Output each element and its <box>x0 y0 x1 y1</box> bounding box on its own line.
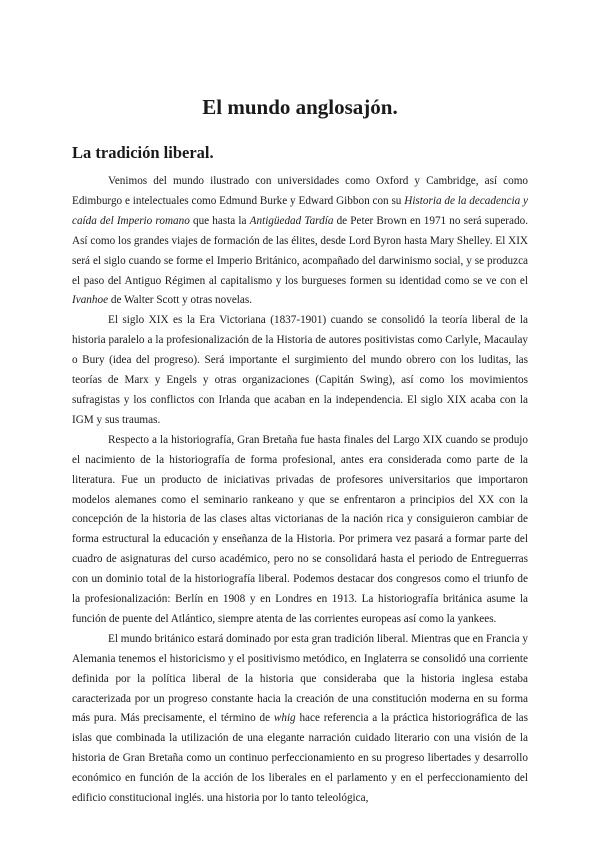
italic-title-run: whig <box>273 712 296 725</box>
paragraph-3 <box>72 431 528 630</box>
paragraph-1 <box>72 172 528 311</box>
text-run: El siglo XIX es la Era Victoriana (1837-1901) cuando se consolidó la teoría liberal de la historia paralelo a la profesionalización de la Historia de autores positivistas como Carlyle, Macaulay o Bury (idea del progreso). Será importante el surgimiento del mundo obrero con los luditas, las teorías de Marx y Engels y otras organizaciones (Capitán Swing), así como los movimientos sufragistas y los conflictos con Irlanda que acaban en la independencia. El siglo XIX acaba con la IGM y sus traumas. <box>72 314 528 426</box>
text-run: de Peter Brown en 1971 no será superado. Así como los grandes viajes de formación de las élites, desde Lord Byron hasta Mary Shelley. El XIX será el siglo cuando se forme el Imperio Británico, acompañado del darwinismo social, y se produzca el paso del Antiguo Régimen al capitalismo y los burgueses formen su identidad como se ve con el <box>72 214 528 287</box>
text-run: Respecto a la historiografía, Gran Bretaña fue hasta finales del Largo XIX cuando se produjo el nacimiento de la historiografía de forma profesional, antes era considerada como parte de la literatura. Fue un producto de iniciativas privadas de profesores universitarios que importaron modelos alemanes como el seminario rankeano y que se enfrentaron a principios del XX con la concepción de la historia de las clases altas victorianas de la nación rica y consiguieron cambiar de forma estructural la educación y enseñanza de la Historia. Por primera vez pasará a formar parte del cuadro de asignaturas del curso académico, pero no se consolidará hasta el periodo de Entreguerras con un dominio total de la historiografía liberal. Podemos destacar dos congresos como el triunfo de la profesionalización: Berlín en 1908 y en Londres en 1913. La historiografía británica asume la función de puente del Atlántico, siempre atenta de las corrientes europeas así como la yankees. <box>72 433 528 625</box>
italic-title-run: Ivanhoe <box>72 294 109 307</box>
paragraph-4 <box>72 630 528 809</box>
page-title: El mundo anglosajón. <box>202 95 398 119</box>
italic-title-run: Historia de la decadencia y caída del Imperio romano <box>72 194 528 227</box>
document-page <box>72 0 528 809</box>
text-run: El mundo británico estará dominado por esta gran tradición liberal. Mientras que en Francia y Alemania tenemos el historicismo y el positivismo metódico, en Inglaterra se consolidó una corriente definida por la política liberal de la historia que consideraba que la historia inglesa estaba caracterizada por un progreso constante hacia la creación de una constitución moderna en su forma más pura. Más precisamente, el término de <box>72 632 528 725</box>
text-run: hace referencia a la práctica historiográfica de las islas que combinada la utilización de una elegante narración cuidado literario con una visión de la historia de Gran Bretaña como un continuo perfeccionamiento en su progreso libertades y desarrollo económico en función de la acción de los liberales en el parlamento y en el perfeccionamiento del edificio constitucional inglés. una historia por lo tanto teleológica, <box>72 712 528 805</box>
text-run: Venimos del mundo ilustrado con universidades como Oxford y Cambridge, así como Edimburgo e intelectuales como Edmund Burke y Edward Gibbon con su <box>72 175 528 207</box>
italic-title-run: Antigüedad Tardía <box>249 214 334 227</box>
paragraph-2 <box>72 311 528 430</box>
section-heading: La tradición liberal. <box>72 143 214 162</box>
body-text <box>72 172 528 809</box>
text-run: que hasta la <box>189 214 250 227</box>
text-run: de Walter Scott y otras novelas. <box>108 294 253 307</box>
